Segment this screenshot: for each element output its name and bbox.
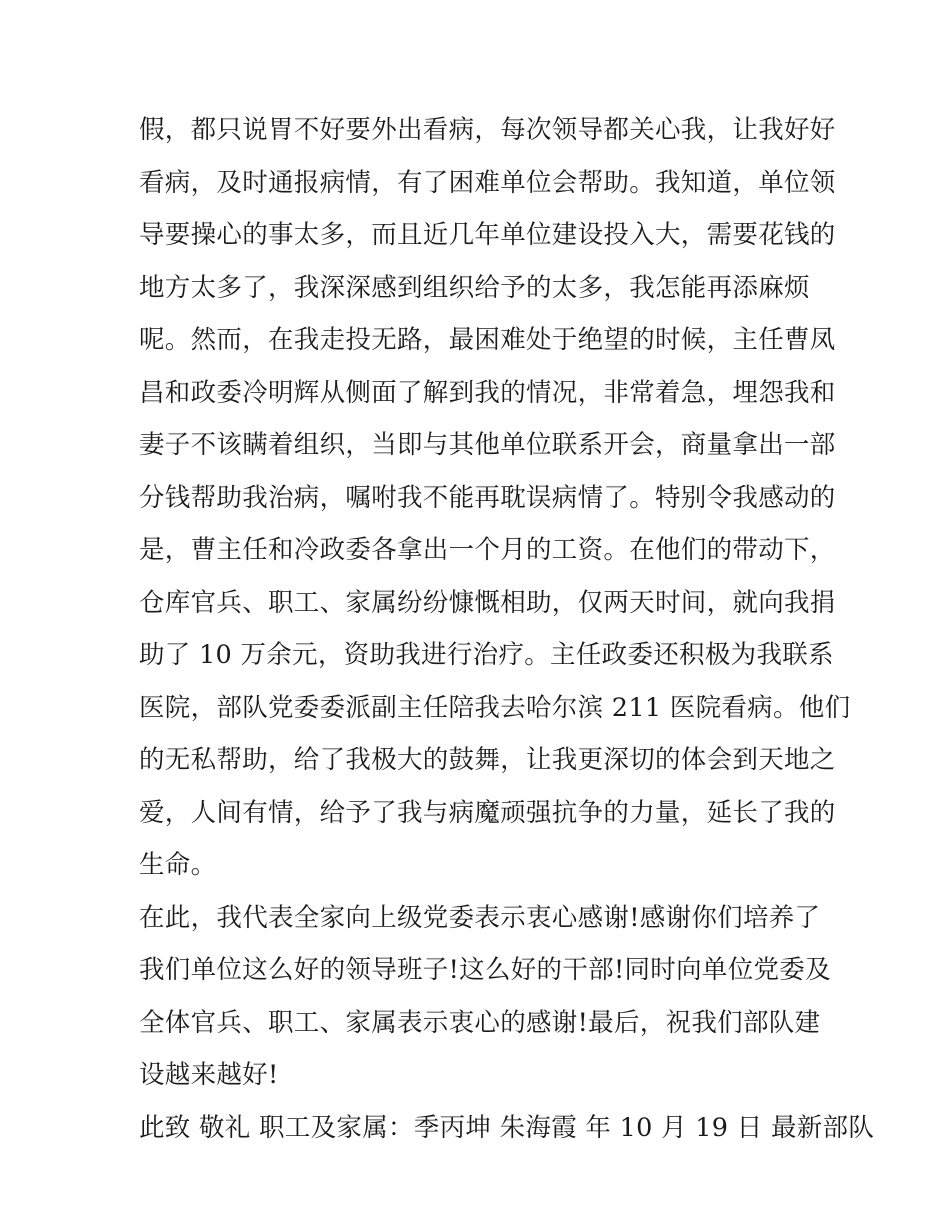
text-line: 地方太多了，我深深感到组织给予的太多，我怎能再添麻烦 [139,272,810,303]
text-line: 爱，人间有情，给予了我与病魔顽强抗争的力量，延长了我的 [139,797,836,828]
text-line: 生命。 [139,850,217,880]
text-line: 的无私帮助，给了我极大的鼓舞，让我更深切的体会到天地之 [139,745,836,775]
text-line: 在此，我代表全家向上级党委表示衷心感谢!感谢你们培养了 [139,902,821,933]
letter-body [139,104,875,1154]
text-line: 昌和政委冷明辉从侧面了解到我的情况，非常着急，埋怨我和 [139,377,836,408]
text-line: 呢。然而，在我走投无路，最困难处于绝望的时候，主任曹凤 [139,325,836,355]
text-line: 全体官兵、职工、家属表示衷心的感谢!最后，祝我们部队建 [139,1007,821,1038]
text-line: 妻子不该瞒着组织，当即与其他单位联系开会，商量拿出一部 [139,430,836,460]
text-line: 是，曹主任和冷政委各拿出一个月的工资。在他们的带动下， [139,535,836,565]
text-line: 医院，部队党委委派副主任陪我去哈尔滨 211 医院看病。他们 [139,692,851,723]
closing-line: 此致 敬礼 职工及家属：季丙坤 朱海霞 年 10 月 19 日 最新部队 [139,1112,875,1143]
text-line: 分钱帮助我治病，嘱咐我不能再耽误病情了。特别令我感动的 [139,482,836,513]
text-line: 看病，及时通报病情，有了困难单位会帮助。我知道，单位领 [139,167,836,198]
text-line: 我们单位这么好的领导班子!这么好的干部!同时向单位党委及 [139,955,831,985]
text-line: 仓库官兵、职工、家属纷纷慷慨相助，仅两天时间，就向我捐 [139,587,836,618]
text-line: 设越来越好! [139,1060,279,1090]
text-line: 导要操心的事太多，而且近几年单位建设投入大，需要花钱的 [139,220,836,250]
text-line: 假，都只说胃不好要外出看病，每次领导都关心我，让我好好 [139,115,836,145]
text-line: 助了 10 万余元，资助我进行治疗。主任政委还积极为我联系 [139,640,834,670]
